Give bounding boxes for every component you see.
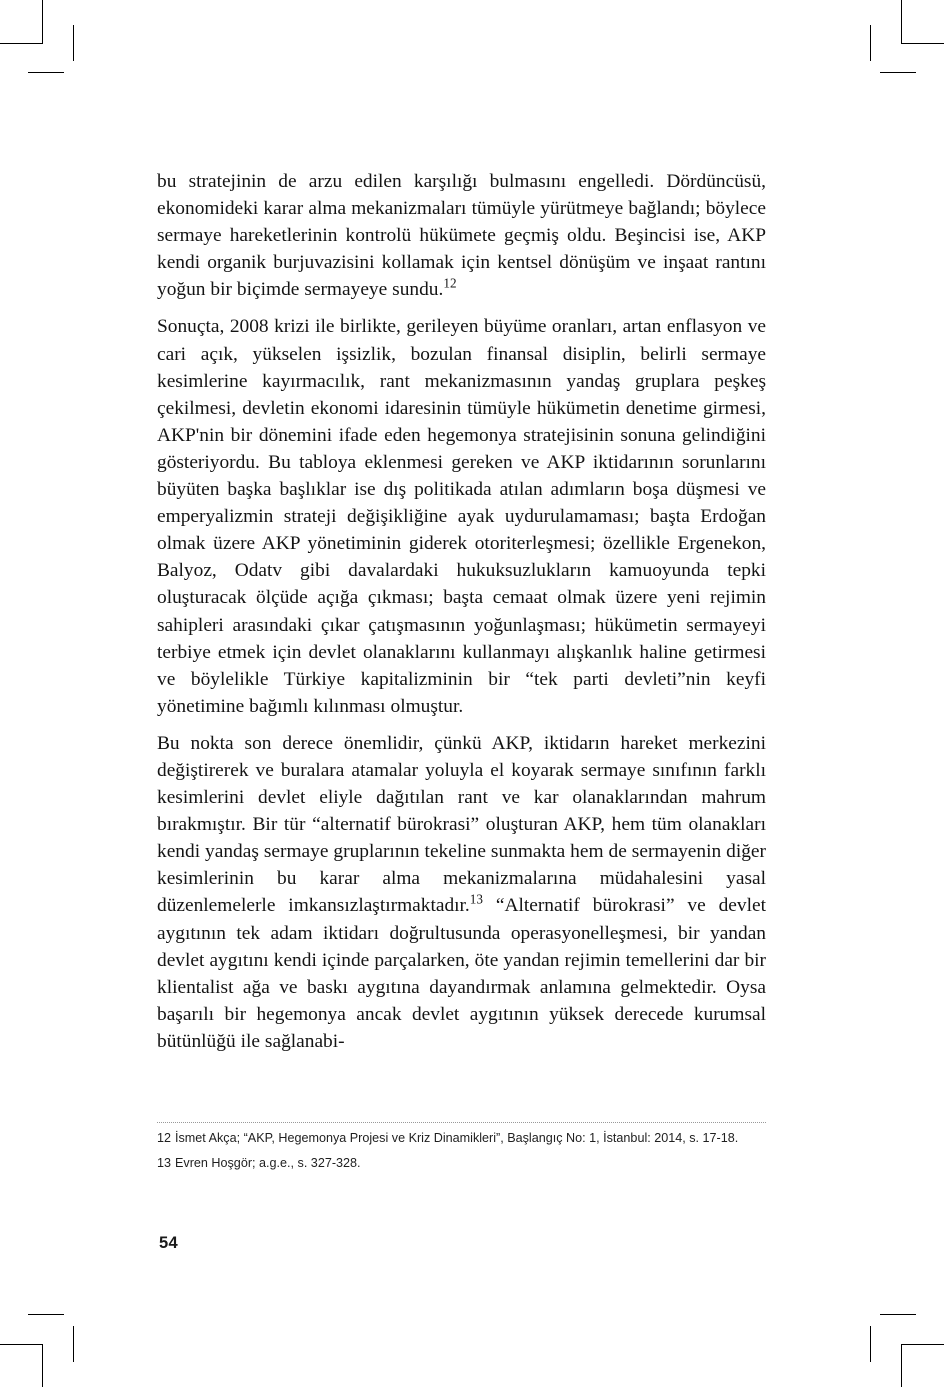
paragraph-3 — [157, 730, 766, 1055]
footnote-item-12 — [157, 1130, 766, 1147]
bleed-mark-bottom-left-vertical — [73, 1326, 74, 1362]
footnote-number-12: 12 — [157, 1131, 172, 1145]
bleed-mark-top-right-vertical — [870, 25, 871, 61]
footnote-area — [157, 1122, 766, 1171]
footnote-separator-rule — [157, 1122, 766, 1123]
crop-mark-bottom-right-vertical — [901, 1344, 902, 1387]
page-number: 54 — [159, 1234, 178, 1252]
footnote-text-12: İsmet Akça; “AKP, Hegemonya Projesi ve Kriz Dinamikleri”, Başlangıç No: 1, İstanbul: 2014, s. 17-18. — [175, 1131, 739, 1145]
footnote-item-13 — [157, 1155, 766, 1172]
crop-mark-top-left-vertical — [42, 0, 43, 43]
footnote-reference-13[interactable]: 13 — [469, 891, 483, 907]
paragraph-1-text: bu stratejinin de arzu edilen karşılığı bulmasını engelledi. Dördüncüsü, ekonomideki karar alma mekanizmaları tümüyle yürütmeye bağlandı; böylece sermaye hareketlerinin kontrolü hükümete geçmiş oldu. Beşincisi ise, AKP kendi organik burjuvazisini kollamak için kentsel dönüşüm ve inşaat rantını yoğun bir biçimde sermayeye sundu. — [157, 171, 766, 301]
bleed-mark-top-left-horizontal — [28, 72, 64, 73]
bleed-mark-top-right-horizontal — [880, 72, 916, 73]
crop-mark-bottom-left-horizontal — [0, 1344, 43, 1345]
footnote-text-13: Evren Hoşgör; a.g.e., s. 327-328. — [175, 1155, 361, 1170]
crop-mark-top-left-horizontal — [0, 43, 43, 44]
crop-mark-bottom-left-vertical — [42, 1344, 43, 1387]
paragraph-3-text-part-1: Bu nokta son derece önemlidir, çünkü AKP, iktidarın hareket merkezini değiştirerek ve buralara atamalar yoluyla el koyarak sermaye sınıfının farklı kesimlerini devlet eliyle dağıtılan rant ve kar olanaklarından mahrum bırakmıştır. Bir tür “alternatif bürokrasi” oluşturan AKP, hem tüm olanakları kendi yandaş sermaye gruplarının tekeline sunmakta hem de sermayenin diğer kesimlerinin bu karar alma mekanizmalarına müdahalesini yasal düzenlemelerle imkansızlaştırmaktadır. — [157, 732, 766, 917]
paragraph-2 — [157, 313, 766, 719]
paragraph-2-text: Sonuçta, 2008 krizi ile birlikte, gerileyen büyüme oranları, artan enflasyon ve cari açık, yükselen işsizlik, bozulan finansal disiplin, belirli sermaye kesimlerine kayırmacılık, rant mekanizmasının yandaş gruplara peşkeş çekilmesi, devletin ekonomi idaresinin tümüyle hükümetin denetime girmesi, AKP'nin bir dönemini ifade eden hegemonya stratejisinin sonuna gelindiğini gösteriyordu. Bu tabloya eklenmesi gereken ve AKP iktidarının sorunlarını büyüten başka başlıklar ise dış politikada atılan adımların boşa düşmesi ve emperyalizmin strateji değişikliğine ayak uydurulamaması; başta Erdoğan olmak üzere AKP yönetiminin giderek otoriterleşmesi; özellikle Ergenekon, Balyoz, Odatv gibi davalardaki hukuksuzlukların kamuoyunda tepki oluşturacak ölçüde açığa çıkması; başta cemaat olmak üzere yeni rejimin sahipleri arasındaki çıkar çatışmasının yoğunlaşması; hükümetin sermayeyi terbiye etmek için devlet olanaklarını kullanmayı alışkanlık haline getirmesi ve böylelikle Türkiye kapitalizminin bir “tek parti devleti”nin keyfi yönetimine bağımlı kılınması olmuştur. — [157, 316, 766, 717]
body-text-block — [157, 168, 766, 1055]
bleed-mark-bottom-left-horizontal — [28, 1314, 64, 1315]
crop-mark-top-right-vertical — [901, 0, 902, 43]
paragraph-3-text-part-2: “Alternatif bürokrasi” ve devlet aygıtının tek adam iktidarı doğrultusunda operasyonelleşmesi, bir yandan devlet aygıtını kendi içinde parçalarken, öte yandan rejimin temellerini dar bir klientalist ağa ve baskı aygıtına dayandırmak anlamına gelmektedir. Oysa başarılı bir hegemonya ancak devlet aygıtının yüksek derecede kurumsal bütünlüğü ile sağlanabi- — [157, 895, 766, 1052]
paragraph-1 — [157, 168, 766, 303]
crop-mark-bottom-right-horizontal — [901, 1344, 944, 1345]
bleed-mark-top-left-vertical — [73, 25, 74, 61]
bleed-mark-bottom-right-vertical — [870, 1326, 871, 1362]
footnote-number-13: 13 — [157, 1155, 172, 1170]
bleed-mark-bottom-right-horizontal — [880, 1314, 916, 1315]
crop-mark-top-right-horizontal — [901, 43, 944, 44]
footnote-reference-12[interactable]: 12 — [443, 275, 457, 291]
